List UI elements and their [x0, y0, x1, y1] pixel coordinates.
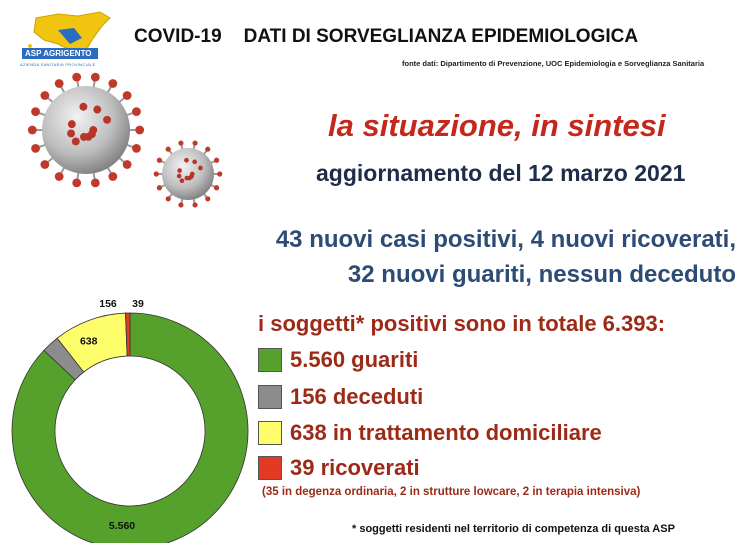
headline: la situazione, in sintesi: [328, 108, 666, 143]
legend-swatch: [258, 456, 282, 480]
page-title: [134, 26, 638, 48]
footnote: * soggetti residenti nel territorio di competenza di questa ASP: [352, 523, 675, 535]
legend-swatch: [258, 421, 282, 445]
donut-chart: [0, 286, 250, 543]
data-label-domiciliare: 638: [79, 335, 98, 348]
data-label-guariti: 5.560: [108, 520, 136, 532]
legend-item-guariti: [258, 345, 418, 375]
data-label-ricoverati: 39: [132, 298, 144, 310]
total-positives: i soggetti* positivi sono in totale 6.393:: [258, 311, 666, 336]
legend-swatch: [258, 348, 282, 372]
legend-item-domiciliare: [258, 418, 602, 448]
news-line-1: 43 nuovi casi positivi, 4 nuovi ricoverati,: [275, 226, 736, 253]
legend-label: 5.560 guariti: [290, 347, 419, 372]
virus-large-icon: [28, 73, 144, 188]
data-source: fonte dati: Dipartimento di Prevenzione, UOC Epidemiologia e Sorveglianza Sanitaria: [402, 59, 705, 68]
news-line-2: 32 nuovi guariti, nessun deceduto: [347, 261, 736, 288]
legend-swatch: [258, 385, 282, 409]
coronavirus-illustration: [18, 72, 228, 212]
legend-item-ricoverati: [258, 453, 420, 483]
legend-label: 39 ricoverati: [290, 455, 420, 480]
legend-label: 156 deceduti: [290, 384, 424, 409]
update-date: aggiornamento del 12 marzo 2021: [316, 160, 686, 186]
asp-agrigento-logo: [18, 10, 116, 68]
title-surveillance: DATI DI SORVEGLIANZA EPIDEMIOLOGICA: [243, 26, 639, 47]
legend-item-deceduti: [258, 382, 423, 412]
legend-label: 638 in trattamento domiciliare: [290, 420, 602, 445]
data-label-deceduti: 156: [99, 298, 117, 310]
virus-small-icon: [154, 140, 223, 207]
logo-subtitle: AZIENDA SANITARIA PROVINCIALE: [20, 62, 96, 67]
hospitalization-note: (35 in degenza ordinaria, 2 in strutture lowcare, 2 in terapia intensiva): [262, 486, 641, 498]
logo-text: ASP AGRIGENTO: [22, 48, 98, 59]
title-covid: COVID-19: [134, 26, 222, 47]
